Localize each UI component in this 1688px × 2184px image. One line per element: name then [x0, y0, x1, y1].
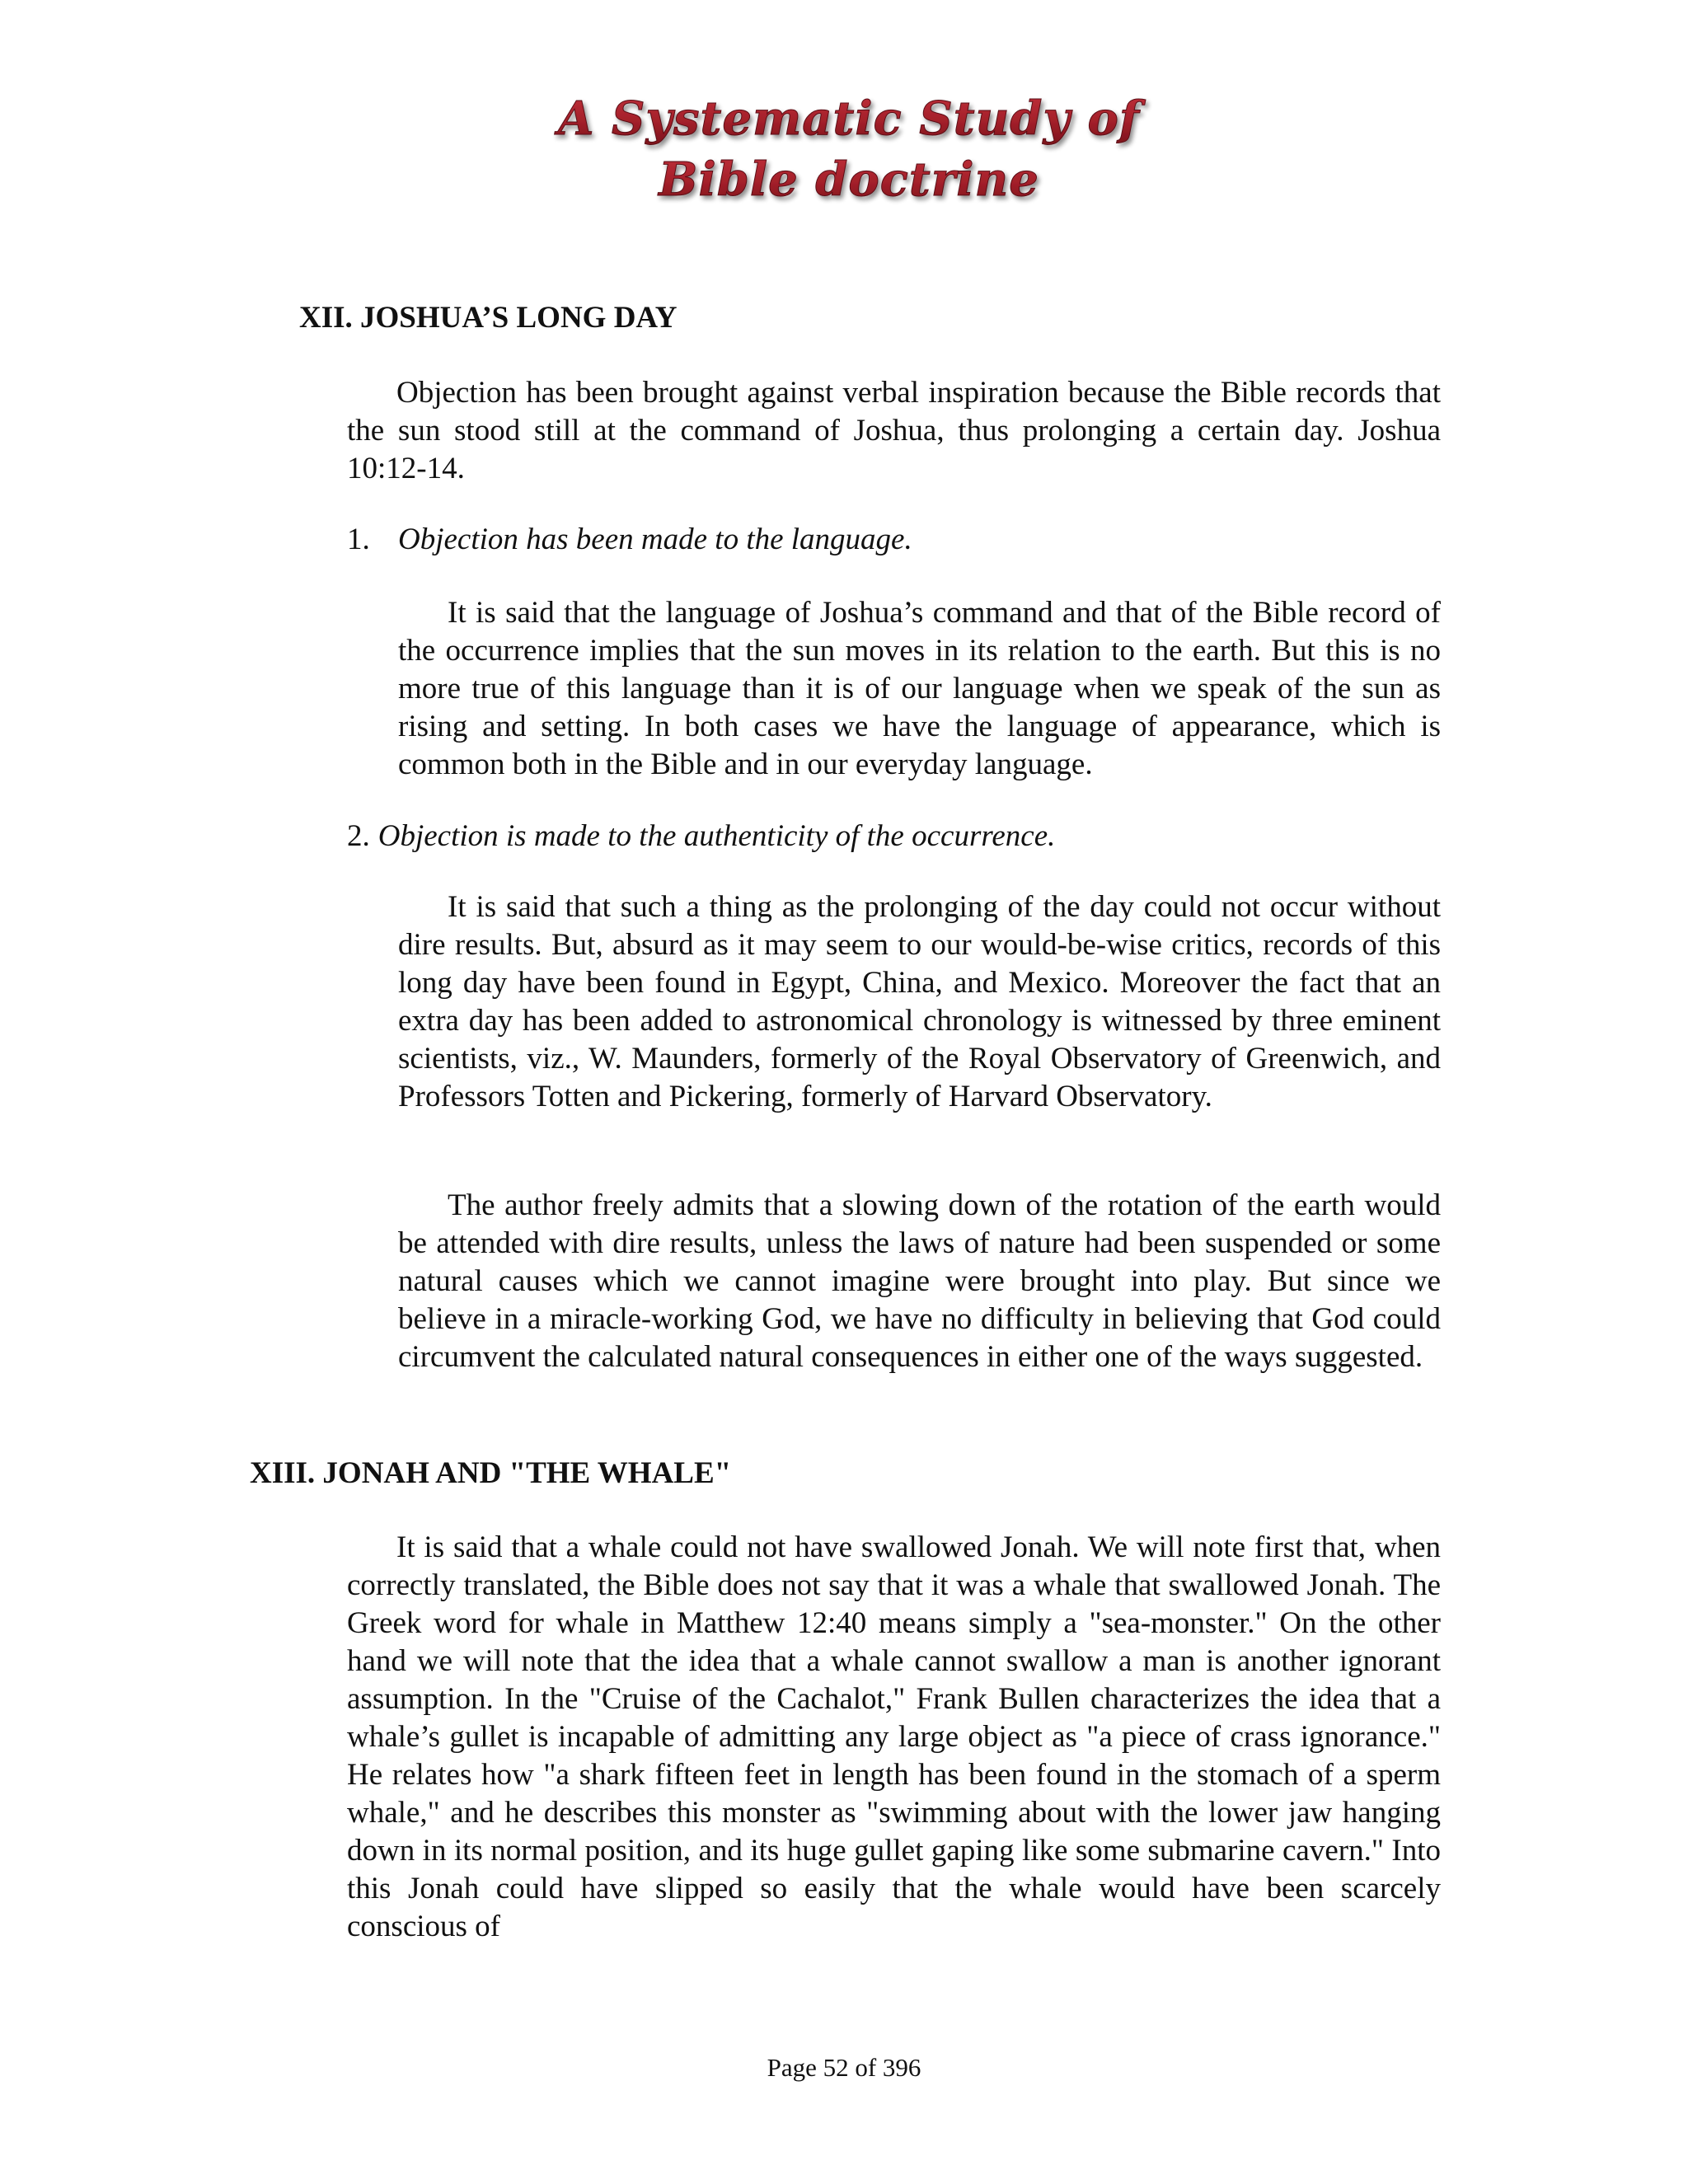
- title-banner-graphic: [536, 87, 1162, 227]
- banner-line-1: A Systematic Study of: [558, 91, 1140, 146]
- page-number: Page 52 of 396: [767, 2053, 921, 2082]
- section-heading-jonah: XIII. JONAH AND "THE WHALE": [250, 1456, 732, 1490]
- section-intro-paragraph: It is said that a whale could not have swallowed Jonah. We will note first that, when correctly translated, the Bible does not say that it was a whale that swallowed Jonah. The Greek word for whale in Matthew 12:40 means simply a "sea-monster." On the other hand we will note that the idea that a whale cannot swallow a man is another ignorant assumption. In the "Cruise of the Cachalot," Frank Bullen characterizes the idea that a whale’s gullet is incapable of admitting any large object as "a piece of crass ignorance." He relates how "a shark fifteen feet in length has been found in the stomach of a sperm whale," and he describes this monster as "swimming about with the lower jaw hanging down in its normal position, and its huge gullet gaping like some submarine cavern." Into this Jonah could have slipped so easily that the whale would have been scarcely conscious of: [347, 1530, 1441, 1943]
- body-paragraph: It is said that such a thing as the prolonging of the day could not occur without dire results. But, absurd as it may seem to our would-be-wise critics, records of this long day have been found in Egypt, China, and Mexico. Moreover the fact that an extra day has been added to astronomical chronology is witnessed by three eminent scientists, viz., W. Maunders, formerly of the Royal Observatory of Greenwich, and Professors Totten and Pickering, formerly of Harvard Observatory.: [398, 890, 1441, 1113]
- body-paragraph: The author freely admits that a slowing down of the rotation of the earth would be attended with dire results, unless the laws of nature had been suspended or some natural causes which we cannot imagine were brought into play. But since we believe in a miracle-working God, we have no difficulty in believing that God could circumvent the calculated natural consequences in either one of the ways suggested.: [398, 1188, 1441, 1374]
- section-intro-paragraph: Objection has been brought against verbal inspiration because the Bible records that the sun stood still at the command of Joshua, thus prolonging a certain day. Joshua 10:12-14.: [347, 376, 1441, 485]
- section-heading-joshua: XII. JOSHUA’S LONG DAY: [299, 301, 678, 335]
- subsection-number: 2.: [347, 819, 370, 853]
- subsection-title: Objection is made to the authenticity of the occurrence.: [377, 819, 1056, 853]
- subsection-title: Objection has been made to the language.: [398, 523, 912, 556]
- banner-line-2: Bible doctrine: [659, 152, 1039, 207]
- subsection-number: 1.: [347, 523, 370, 556]
- body-paragraph: It is said that the language of Joshua’s command and that of the Bible record of the occurrence implies that the sun moves in its relation to the earth. But this is no more true of this language than it is of our language when we speak of the sun as rising and setting. In both cases we have the language of appearance, which is common both in the Bible and in our everyday language.: [398, 596, 1441, 781]
- title-banner: [536, 87, 1162, 227]
- subsection-heading-language: [347, 521, 912, 559]
- subsection-heading-authenticity: [347, 818, 1055, 855]
